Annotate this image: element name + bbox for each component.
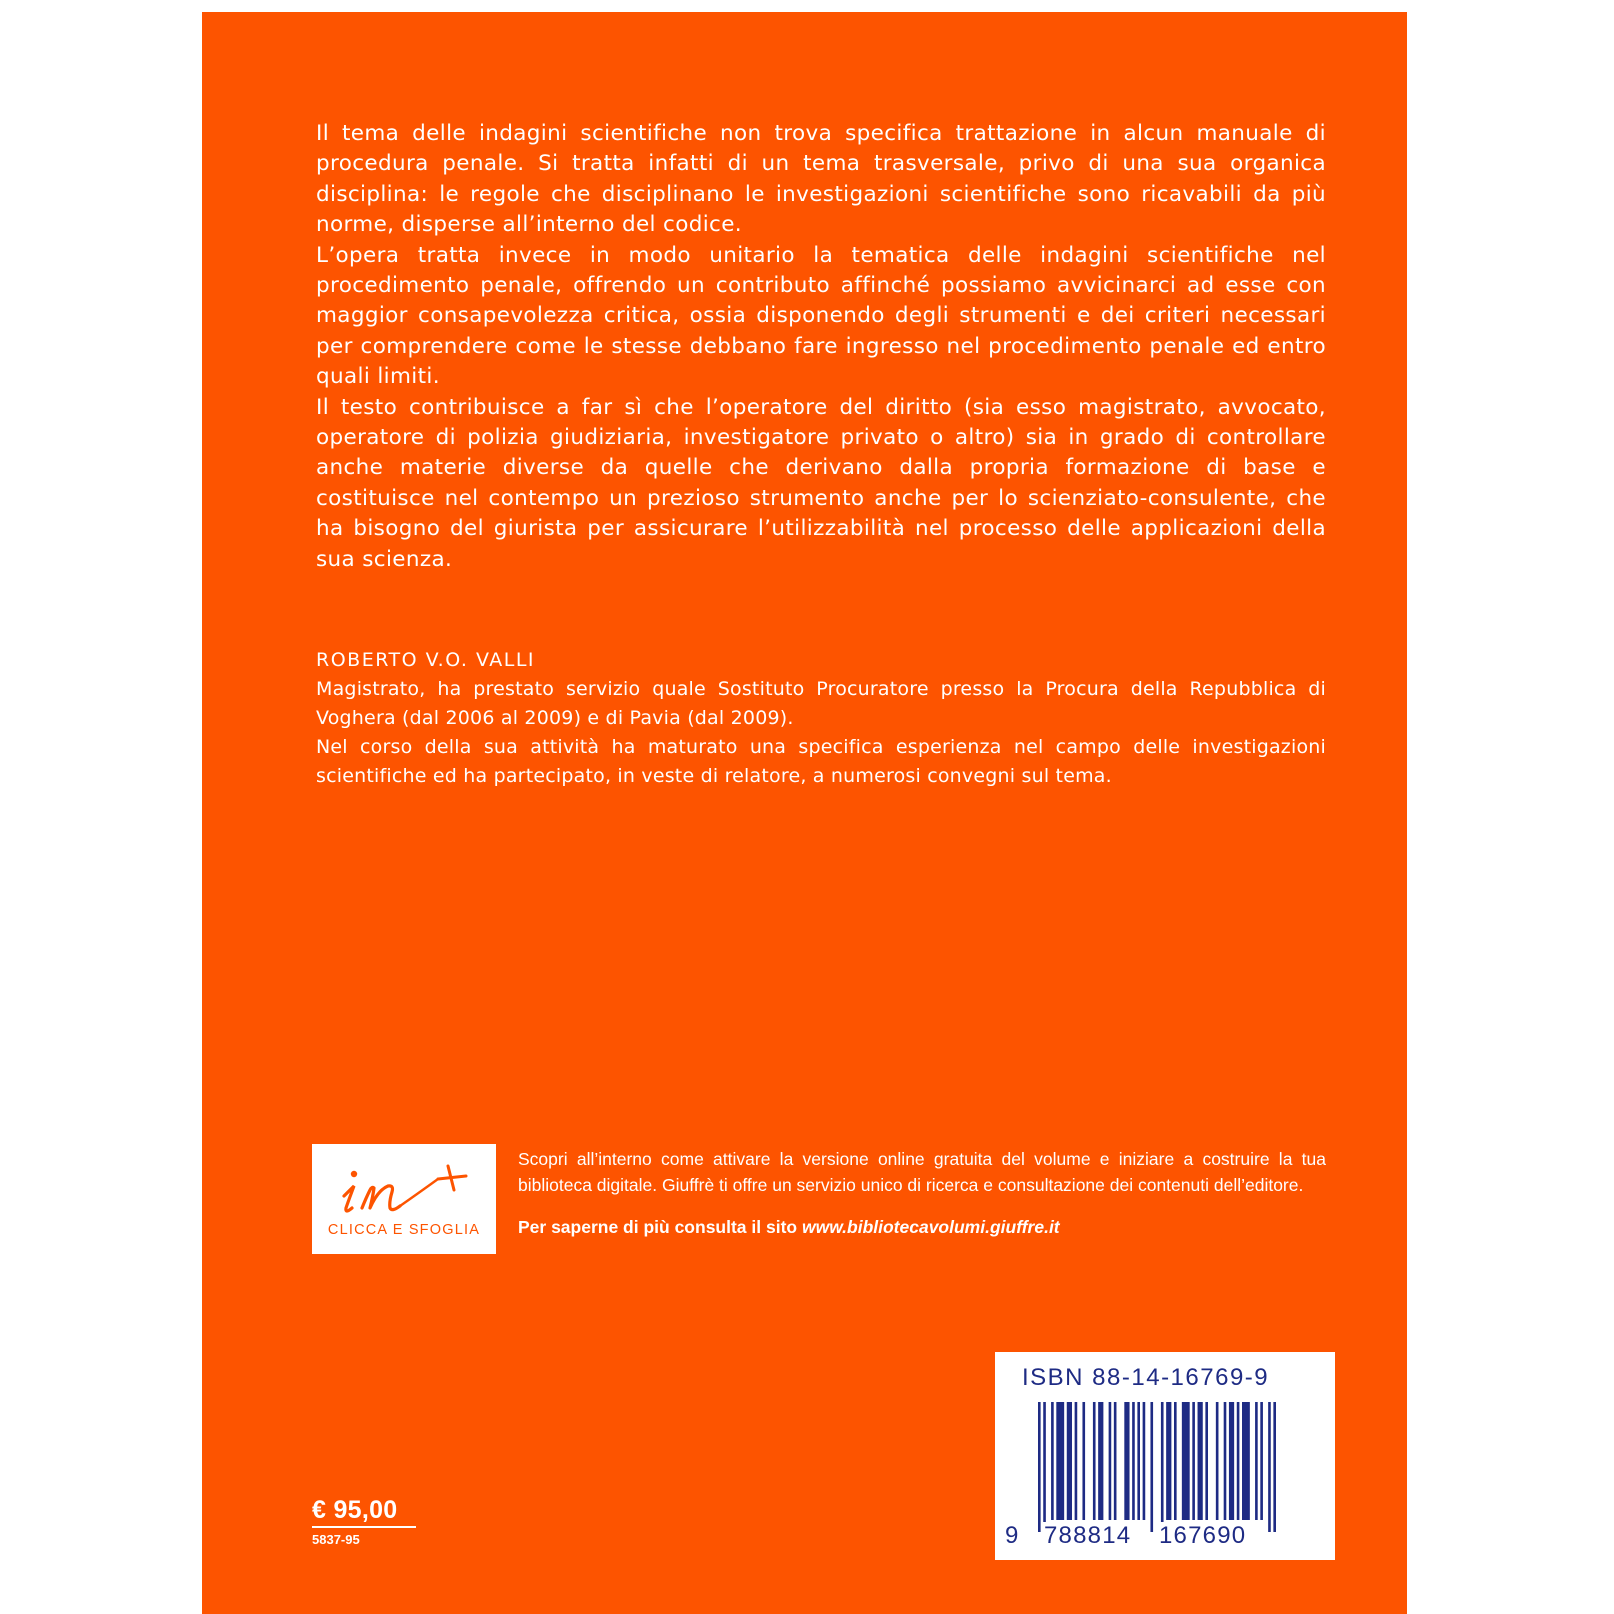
barcode-bar	[1075, 1402, 1078, 1520]
barcode-bar	[1043, 1402, 1046, 1532]
author-bio: Magistrato, ha prestato servizio quale Sostituto Procuratore presso la Procura della Repubblica di Voghera (dal 2006 al 2009) e di Pavia (dal 2009).	[316, 678, 1326, 729]
barcode-bar	[1255, 1402, 1258, 1520]
barcode-bar	[1229, 1402, 1234, 1520]
barcode-bar	[1056, 1402, 1064, 1520]
barcode-bar	[1150, 1402, 1153, 1532]
online-info-prefix: Per saperne di più consulta il sito	[518, 1217, 802, 1237]
isbn-barcode-box	[995, 1352, 1335, 1560]
barcode-bar	[1109, 1402, 1112, 1520]
description-paragraph: L’opera tratta invece in modo unitario la tematica delle indagini scientifiche nel procedimento penale, offrendo un contributo affinché possiamo avvicinarci ad esse con maggior consapevolezza critica, ossia disponendo degli strumenti e dei criteri necessari per comprendere come le stesse debbano fare ingresso nel procedimento penale ed entro quali limiti.	[316, 242, 1326, 390]
barcode-digits-right: 167690	[1159, 1522, 1247, 1549]
barcode-bar	[1114, 1402, 1117, 1520]
back-cover	[202, 12, 1407, 1614]
barcode-bar	[1124, 1402, 1129, 1520]
barcode-bar	[1098, 1402, 1103, 1520]
author-bio: Nel corso della sua attività ha maturato una specifica esperienza nel campo delle investigazioni scientifiche ed ha partecipato, in veste di relatore, a numerosi convegni sul tema.	[316, 736, 1326, 787]
barcode-bar	[1174, 1402, 1177, 1520]
description-paragraph: Il testo contribuisce a far sì che l’operatore del diritto (sia esso magistrato, avvocato, operatore di polizia giudiziaria, investigatore privato o altro) sia in grado di controllare anche materie diverse da quelle che derivano dalla propria formazione di base e costituisce nel contempo un prezioso strumento anche per lo scienziato-consulente, che ha bisogno del giurista per assicurare l’utilizzabilità nel processo delle applicazioni della sua scienza.	[316, 394, 1326, 572]
online-info-text: Scopri all’interno come attivare la versione online gratuita del volume e iniziare a costruire la tua biblioteca digitale. Giuffrè ti offre un servizio unico di ricerca e consultazione dei contenuti dell’editore.	[518, 1149, 1326, 1195]
barcode-bar	[1137, 1402, 1140, 1520]
book-description	[316, 119, 1326, 575]
barcode-bar	[1161, 1402, 1164, 1532]
barcode-bar	[1242, 1402, 1250, 1520]
barcode-bar	[1166, 1402, 1171, 1520]
barcode-bar	[1268, 1402, 1271, 1532]
description-paragraph: Il tema delle indagini scientifiche non trova specifica trattazione in alcun manuale di procedura penale. Si tratta infatti di un tema trasversale, privo di una sua organica disciplina: le regole che disciplinano le investigazioni scientifiche sono ricavabili da più norme, disperse all’interno del codice.	[316, 121, 1326, 238]
online-version-info	[518, 1146, 1326, 1240]
barcode-bar	[1273, 1402, 1276, 1532]
barcode-bar	[1143, 1402, 1146, 1520]
author-name: ROBERTO V.O. VALLI	[316, 649, 536, 671]
barcode-bar	[1224, 1402, 1227, 1520]
barcode-bar	[1082, 1402, 1085, 1520]
barcode-bar	[1198, 1402, 1203, 1520]
price-code: 5837-95	[312, 1532, 360, 1547]
barcode-bar	[1216, 1402, 1219, 1520]
barcode-digits-left: 788814	[1044, 1522, 1132, 1549]
price-block	[312, 1496, 416, 1547]
barcode-bar	[1192, 1402, 1195, 1520]
author-section	[316, 646, 1326, 791]
website-link[interactable]: www.bibliotecavolumi.giuffre.it	[801, 1217, 1060, 1237]
barcode-bar	[1182, 1402, 1190, 1520]
barcode-bar	[1051, 1402, 1054, 1520]
clicca-e-sfoglia-logo	[312, 1144, 496, 1254]
barcode-bar	[1067, 1402, 1072, 1520]
barcode-bar	[1237, 1402, 1240, 1520]
price: € 95,00	[312, 1496, 416, 1528]
barcode-bar	[1260, 1402, 1263, 1520]
barcode-bar	[1093, 1402, 1096, 1520]
in-plus-logo-icon	[326, 1152, 482, 1220]
logo-caption: CLICCA E SFOGLIA	[327, 1222, 481, 1238]
isbn-label: ISBN 88-14-16769-9	[1022, 1364, 1270, 1391]
barcode-digit-prefix: 9	[1005, 1522, 1019, 1549]
barcode-bar	[1132, 1402, 1135, 1520]
barcode-bar	[1038, 1402, 1041, 1532]
barcode-icon	[1038, 1402, 1276, 1532]
online-info-link-line	[518, 1214, 1326, 1240]
barcode-bar	[1205, 1402, 1208, 1520]
